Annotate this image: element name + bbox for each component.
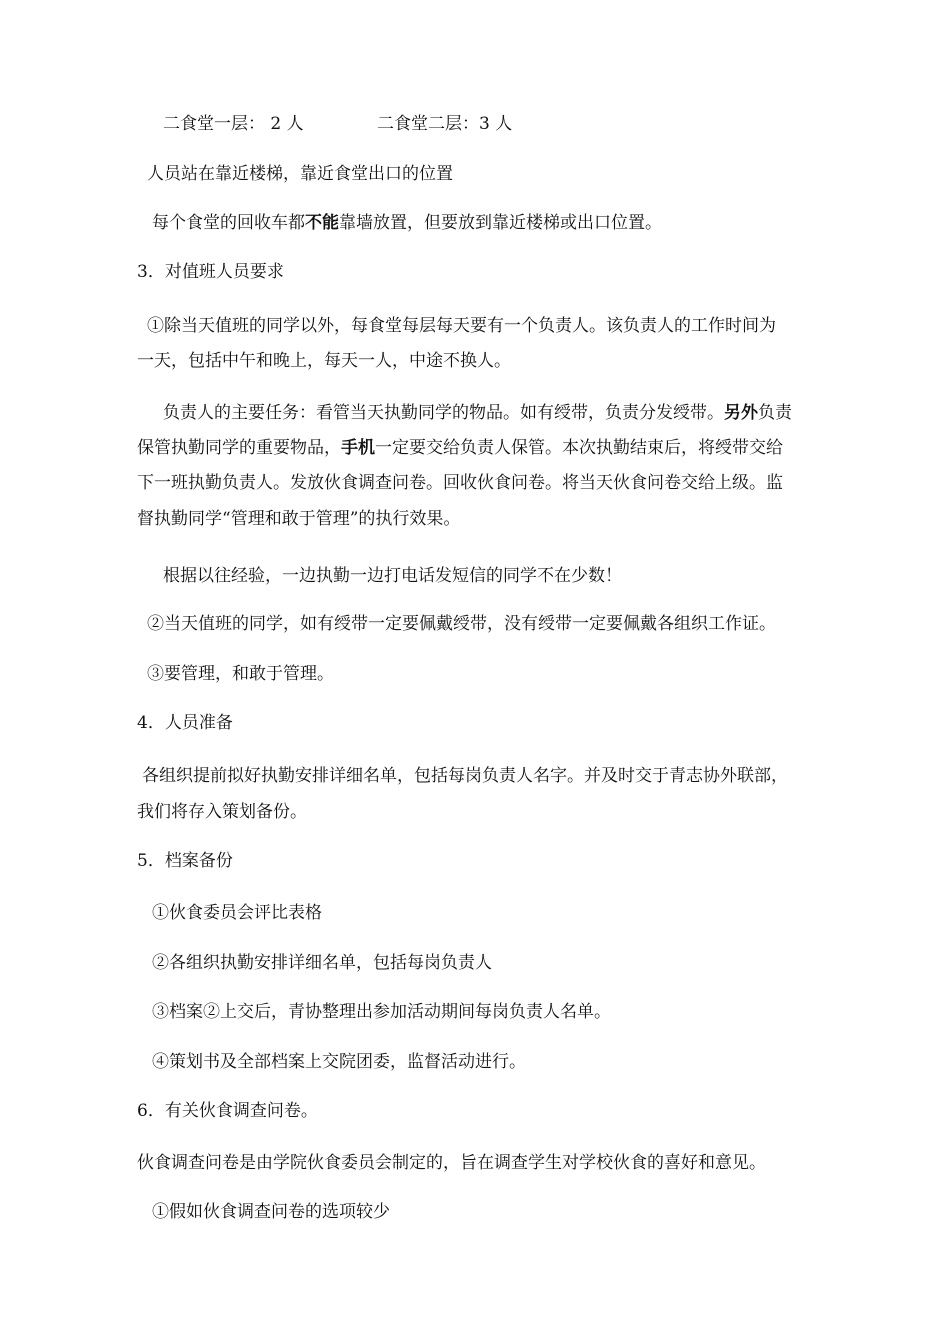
emphasis-text: 不能 [305, 213, 339, 233]
text-segment: 一定要交给负责人保管。本次执勤结束后，将绶带交给 [375, 438, 783, 458]
paragraph-line: 各组织提前拟好执勤安排详细名单，包括每岗负责人名字。并及时交于青志协外联部， [142, 766, 788, 786]
staffing-line [163, 112, 512, 136]
emphasis-text: 另外 [724, 403, 758, 423]
text-segment: 负责人的主要任务：看管当天执勤同学的物品。如有绶带，负责分发绶带。 [163, 403, 724, 423]
section-heading-5: 5．档案备份 [137, 851, 233, 871]
list-item: ①假如伙食调查问卷的选项较少 [152, 1202, 390, 1222]
list-item: ②各组织执勤安排详细名单，包括每岗负责人 [152, 953, 492, 973]
paragraph-line: 下一班执勤负责人。发放伙食调查问卷。回收伙食问卷。将当天伙食问卷交给上级。监 [137, 473, 783, 493]
paragraph-line: 督执勤同学“管理和敢于管理”的执行效果。 [137, 509, 461, 529]
list-item: ①伙食委员会评比表格 [152, 903, 322, 923]
paragraph-line: 根据以往经验，一边执勤一边打电话发短信的同学不在少数！ [163, 566, 622, 586]
list-item: ③档案②上交后，青协整理出参加活动期间每岗负责人名单。 [152, 1002, 611, 1022]
text-segment: 保管执勤同学的重要物品， [137, 438, 341, 458]
section-heading-4: 4．人员准备 [137, 713, 233, 733]
section-heading-6: 6．有关伙食调查问卷。 [137, 1101, 318, 1121]
canteen2-floor2-count: 二食堂二层：3 人 [377, 114, 513, 134]
paragraph-line: ③要管理，和敢于管理。 [147, 664, 334, 684]
paragraph-line [137, 436, 783, 460]
paragraph-line: 我们将存入策划备份。 [137, 802, 307, 822]
emphasis-text: 手机 [341, 438, 375, 458]
paragraph-line [163, 401, 792, 425]
text-segment: 每个食堂的回收车都 [152, 213, 305, 233]
list-item: ④策划书及全部档案上交院团委，监督活动进行。 [152, 1052, 526, 1072]
canteen2-floor1-count: 二食堂一层： 2 人 [163, 114, 304, 134]
section-heading-3: 3．对值班人员要求 [137, 262, 284, 282]
text-segment: 靠墙放置，但要放到靠近楼梯或出口位置。 [339, 213, 662, 233]
text-segment: 负责 [758, 403, 792, 423]
paragraph-line: 伙食调查问卷是由学院伙食委员会制定的，旨在调查学生对学校伙食的喜好和意见。 [137, 1153, 766, 1173]
position-note: 人员站在靠近楼梯，靠近食堂出口的位置 [147, 164, 453, 184]
paragraph-line: ①除当天值班的同学以外，每食堂每层每天要有一个负责人。该负责人的工作时间为 [147, 316, 776, 336]
cart-placement-note [152, 211, 662, 235]
paragraph-line: 一天，包括中午和晚上，每天一人，中途不换人。 [137, 351, 511, 371]
paragraph-line: ②当天值班的同学，如有绶带一定要佩戴绶带，没有绶带一定要佩戴各组织工作证。 [147, 614, 776, 634]
